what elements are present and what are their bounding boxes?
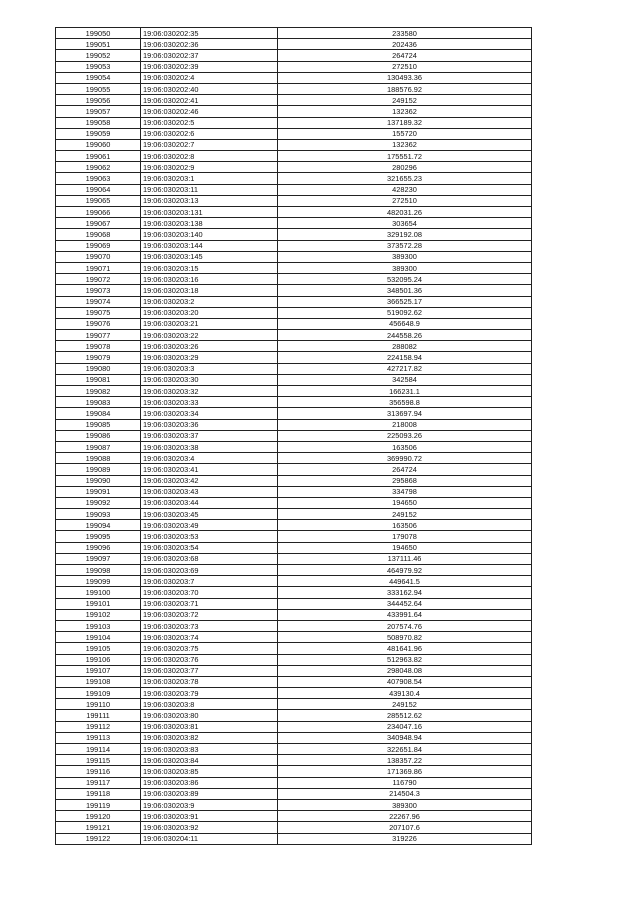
row-number-cell: 199096 <box>56 542 141 553</box>
cadastral-number-cell: 19:06:030203:42 <box>141 475 278 486</box>
row-number-cell: 199080 <box>56 363 141 374</box>
value-cell: 249152 <box>278 699 532 710</box>
cadastral-number-cell: 19:06:030203:69 <box>141 565 278 576</box>
cadastral-number-cell: 19:06:030202:35 <box>141 28 278 39</box>
table-row <box>56 318 532 329</box>
row-number-cell: 199064 <box>56 184 141 195</box>
table-row <box>56 218 532 229</box>
table-row <box>56 28 532 39</box>
value-cell: 188576.92 <box>278 83 532 94</box>
table-row <box>56 632 532 643</box>
row-number-cell: 199081 <box>56 374 141 385</box>
row-number-cell: 199051 <box>56 39 141 50</box>
table-row <box>56 565 532 576</box>
row-number-cell: 199087 <box>56 441 141 452</box>
row-number-cell: 199094 <box>56 520 141 531</box>
table-row <box>56 139 532 150</box>
table-row <box>56 822 532 833</box>
cadastral-number-cell: 19:06:030203:89 <box>141 788 278 799</box>
value-cell: 264724 <box>278 464 532 475</box>
value-cell: 344452.64 <box>278 598 532 609</box>
value-cell: 427217.82 <box>278 363 532 374</box>
cadastral-number-cell: 19:06:030203:16 <box>141 274 278 285</box>
cadastral-number-cell: 19:06:030203:86 <box>141 777 278 788</box>
cadastral-number-cell: 19:06:030203:26 <box>141 341 278 352</box>
row-number-cell: 199060 <box>56 139 141 150</box>
value-cell: 272510 <box>278 61 532 72</box>
cadastral-number-cell: 19:06:030203:38 <box>141 441 278 452</box>
value-cell: 233580 <box>278 28 532 39</box>
row-number-cell: 199108 <box>56 676 141 687</box>
table-row <box>56 766 532 777</box>
value-cell: 163506 <box>278 441 532 452</box>
value-cell: 288082 <box>278 341 532 352</box>
value-cell: 171369.86 <box>278 766 532 777</box>
table-row <box>56 699 532 710</box>
cadastral-number-cell: 19:06:030202:46 <box>141 106 278 117</box>
value-cell: 334798 <box>278 486 532 497</box>
value-cell: 249152 <box>278 509 532 520</box>
value-cell: 179078 <box>278 531 532 542</box>
value-cell: 456648.9 <box>278 318 532 329</box>
cadastral-number-cell: 19:06:030203:8 <box>141 699 278 710</box>
cadastral-number-cell: 19:06:030203:34 <box>141 408 278 419</box>
table-row <box>56 50 532 61</box>
cadastral-number-cell: 19:06:030203:82 <box>141 732 278 743</box>
table-row <box>56 744 532 755</box>
table-row <box>56 833 532 844</box>
cadastral-number-cell: 19:06:030203:21 <box>141 318 278 329</box>
row-number-cell: 199082 <box>56 386 141 397</box>
table-row <box>56 72 532 83</box>
row-number-cell: 199068 <box>56 229 141 240</box>
cadastral-number-cell: 19:06:030203:15 <box>141 262 278 273</box>
value-cell: 130493.36 <box>278 72 532 83</box>
table-row <box>56 811 532 822</box>
row-number-cell: 199116 <box>56 766 141 777</box>
row-number-cell: 199072 <box>56 274 141 285</box>
cadastral-number-cell: 19:06:030202:36 <box>141 39 278 50</box>
row-number-cell: 199091 <box>56 486 141 497</box>
row-number-cell: 199065 <box>56 195 141 206</box>
cadastral-number-cell: 19:06:030203:3 <box>141 363 278 374</box>
row-number-cell: 199077 <box>56 330 141 341</box>
row-number-cell: 199113 <box>56 732 141 743</box>
row-number-cell: 199063 <box>56 173 141 184</box>
cadastral-number-cell: 19:06:030203:32 <box>141 386 278 397</box>
cadastral-number-cell: 19:06:030204:11 <box>141 833 278 844</box>
cadastral-number-cell: 19:06:030203:53 <box>141 531 278 542</box>
value-cell: 132362 <box>278 106 532 117</box>
row-number-cell: 199120 <box>56 811 141 822</box>
row-number-cell: 199066 <box>56 207 141 218</box>
value-cell: 389300 <box>278 262 532 273</box>
cadastral-number-cell: 19:06:030203:73 <box>141 620 278 631</box>
table-row <box>56 162 532 173</box>
value-cell: 285512.62 <box>278 710 532 721</box>
table-row <box>56 509 532 520</box>
table-row <box>56 486 532 497</box>
cadastral-number-cell: 19:06:030203:29 <box>141 352 278 363</box>
table-row <box>56 240 532 251</box>
row-number-cell: 199089 <box>56 464 141 475</box>
cadastral-number-cell: 19:06:030203:1 <box>141 173 278 184</box>
value-cell: 366525.17 <box>278 296 532 307</box>
value-cell: 313697.94 <box>278 408 532 419</box>
value-cell: 464979.92 <box>278 565 532 576</box>
row-number-cell: 199093 <box>56 509 141 520</box>
cadastral-number-cell: 19:06:030203:138 <box>141 218 278 229</box>
table-row <box>56 307 532 318</box>
value-cell: 389300 <box>278 251 532 262</box>
cadastral-number-cell: 19:06:030203:70 <box>141 587 278 598</box>
data-table <box>55 27 532 845</box>
table-row <box>56 799 532 810</box>
row-number-cell: 199107 <box>56 665 141 676</box>
table-row <box>56 173 532 184</box>
table-row <box>56 330 532 341</box>
cadastral-number-cell: 19:06:030203:72 <box>141 609 278 620</box>
row-number-cell: 199118 <box>56 788 141 799</box>
cadastral-number-cell: 19:06:030203:77 <box>141 665 278 676</box>
row-number-cell: 199115 <box>56 755 141 766</box>
table-row <box>56 475 532 486</box>
row-number-cell: 199122 <box>56 833 141 844</box>
table-row <box>56 285 532 296</box>
row-number-cell: 199103 <box>56 620 141 631</box>
value-cell: 348501.36 <box>278 285 532 296</box>
table-row <box>56 374 532 385</box>
row-number-cell: 199105 <box>56 643 141 654</box>
row-number-cell: 199104 <box>56 632 141 643</box>
cadastral-number-cell: 19:06:030203:4 <box>141 453 278 464</box>
cadastral-number-cell: 19:06:030203:80 <box>141 710 278 721</box>
row-number-cell: 199102 <box>56 609 141 620</box>
row-number-cell: 199056 <box>56 95 141 106</box>
table-row <box>56 676 532 687</box>
cadastral-number-cell: 19:06:030203:74 <box>141 632 278 643</box>
cadastral-number-cell: 19:06:030203:43 <box>141 486 278 497</box>
row-number-cell: 199097 <box>56 553 141 564</box>
value-cell: 272510 <box>278 195 532 206</box>
cadastral-number-cell: 19:06:030203:33 <box>141 397 278 408</box>
value-cell: 369990.72 <box>278 453 532 464</box>
value-cell: 163506 <box>278 520 532 531</box>
table-row <box>56 542 532 553</box>
value-cell: 194650 <box>278 497 532 508</box>
value-cell: 166231.1 <box>278 386 532 397</box>
value-cell: 202436 <box>278 39 532 50</box>
cadastral-number-cell: 19:06:030203:140 <box>141 229 278 240</box>
cadastral-number-cell: 19:06:030203:41 <box>141 464 278 475</box>
row-number-cell: 199095 <box>56 531 141 542</box>
row-number-cell: 199050 <box>56 28 141 39</box>
table-row <box>56 39 532 50</box>
cadastral-number-cell: 19:06:030202:5 <box>141 117 278 128</box>
cadastral-number-cell: 19:06:030203:37 <box>141 430 278 441</box>
cadastral-number-cell: 19:06:030203:30 <box>141 374 278 385</box>
row-number-cell: 199071 <box>56 262 141 273</box>
cadastral-number-cell: 19:06:030203:85 <box>141 766 278 777</box>
value-cell: 175551.72 <box>278 151 532 162</box>
row-number-cell: 199084 <box>56 408 141 419</box>
value-cell: 439130.4 <box>278 688 532 699</box>
row-number-cell: 199055 <box>56 83 141 94</box>
value-cell: 207107.6 <box>278 822 532 833</box>
row-number-cell: 199111 <box>56 710 141 721</box>
table-row <box>56 274 532 285</box>
cadastral-number-cell: 19:06:030202:6 <box>141 128 278 139</box>
table-row <box>56 296 532 307</box>
table-row <box>56 262 532 273</box>
table-row <box>56 587 532 598</box>
table-body <box>56 28 532 845</box>
table-row <box>56 441 532 452</box>
row-number-cell: 199106 <box>56 654 141 665</box>
cadastral-number-cell: 19:06:030202:37 <box>141 50 278 61</box>
table-row <box>56 688 532 699</box>
cadastral-number-cell: 19:06:030203:54 <box>141 542 278 553</box>
table-row <box>56 363 532 374</box>
cadastral-number-cell: 19:06:030203:92 <box>141 822 278 833</box>
value-cell: 449641.5 <box>278 576 532 587</box>
row-number-cell: 199052 <box>56 50 141 61</box>
value-cell: 207574.76 <box>278 620 532 631</box>
row-number-cell: 199117 <box>56 777 141 788</box>
table-row <box>56 710 532 721</box>
row-number-cell: 199075 <box>56 307 141 318</box>
value-cell: 244558.26 <box>278 330 532 341</box>
row-number-cell: 199069 <box>56 240 141 251</box>
value-cell: 333162.94 <box>278 587 532 598</box>
cadastral-number-cell: 19:06:030203:44 <box>141 497 278 508</box>
cadastral-number-cell: 19:06:030202:41 <box>141 95 278 106</box>
value-cell: 264724 <box>278 50 532 61</box>
value-cell: 322651.84 <box>278 744 532 755</box>
cadastral-number-cell: 19:06:030203:13 <box>141 195 278 206</box>
value-cell: 298048.08 <box>278 665 532 676</box>
row-number-cell: 199098 <box>56 565 141 576</box>
table-row <box>56 553 532 564</box>
value-cell: 155720 <box>278 128 532 139</box>
table-row <box>56 184 532 195</box>
row-number-cell: 199088 <box>56 453 141 464</box>
table-row <box>56 352 532 363</box>
row-number-cell: 199053 <box>56 61 141 72</box>
cadastral-number-cell: 19:06:030203:83 <box>141 744 278 755</box>
row-number-cell: 199101 <box>56 598 141 609</box>
cadastral-number-cell: 19:06:030203:145 <box>141 251 278 262</box>
row-number-cell: 199062 <box>56 162 141 173</box>
value-cell: 389300 <box>278 799 532 810</box>
value-cell: 137189.32 <box>278 117 532 128</box>
cadastral-number-cell: 19:06:030203:144 <box>141 240 278 251</box>
row-number-cell: 199083 <box>56 397 141 408</box>
row-number-cell: 199073 <box>56 285 141 296</box>
cadastral-number-cell: 19:06:030203:22 <box>141 330 278 341</box>
cadastral-number-cell: 19:06:030203:78 <box>141 676 278 687</box>
value-cell: 214504.3 <box>278 788 532 799</box>
value-cell: 508970.82 <box>278 632 532 643</box>
cadastral-number-cell: 19:06:030202:39 <box>141 61 278 72</box>
value-cell: 329192.08 <box>278 229 532 240</box>
cadastral-number-cell: 19:06:030203:7 <box>141 576 278 587</box>
cadastral-number-cell: 19:06:030202:8 <box>141 151 278 162</box>
cadastral-number-cell: 19:06:030203:76 <box>141 654 278 665</box>
cadastral-number-cell: 19:06:030202:40 <box>141 83 278 94</box>
row-number-cell: 199079 <box>56 352 141 363</box>
cadastral-number-cell: 19:06:030203:9 <box>141 799 278 810</box>
table-row <box>56 777 532 788</box>
cadastral-number-cell: 19:06:030203:2 <box>141 296 278 307</box>
value-cell: 194650 <box>278 542 532 553</box>
row-number-cell: 199090 <box>56 475 141 486</box>
value-cell: 407908.54 <box>278 676 532 687</box>
value-cell: 137111.46 <box>278 553 532 564</box>
cadastral-number-cell: 19:06:030202:4 <box>141 72 278 83</box>
table-row <box>56 531 532 542</box>
value-cell: 340948.94 <box>278 732 532 743</box>
value-cell: 532095.24 <box>278 274 532 285</box>
table-row <box>56 520 532 531</box>
cadastral-number-cell: 19:06:030203:49 <box>141 520 278 531</box>
row-number-cell: 199067 <box>56 218 141 229</box>
table-row <box>56 117 532 128</box>
table-row <box>56 95 532 106</box>
row-number-cell: 199092 <box>56 497 141 508</box>
table-row <box>56 83 532 94</box>
row-number-cell: 199086 <box>56 430 141 441</box>
value-cell: 132362 <box>278 139 532 150</box>
value-cell: 116790 <box>278 777 532 788</box>
value-cell: 342584 <box>278 374 532 385</box>
cadastral-number-cell: 19:06:030203:131 <box>141 207 278 218</box>
row-number-cell: 199085 <box>56 419 141 430</box>
row-number-cell: 199114 <box>56 744 141 755</box>
value-cell: 519092.62 <box>278 307 532 318</box>
cadastral-number-cell: 19:06:030203:71 <box>141 598 278 609</box>
table-row <box>56 643 532 654</box>
value-cell: 482031.26 <box>278 207 532 218</box>
cadastral-number-cell: 19:06:030203:68 <box>141 553 278 564</box>
row-number-cell: 199070 <box>56 251 141 262</box>
table-row <box>56 598 532 609</box>
table-row <box>56 620 532 631</box>
table-row <box>56 207 532 218</box>
value-cell: 373572.28 <box>278 240 532 251</box>
table-row <box>56 195 532 206</box>
cadastral-number-cell: 19:06:030203:36 <box>141 419 278 430</box>
table-row <box>56 609 532 620</box>
value-cell: 319226 <box>278 833 532 844</box>
table-row <box>56 408 532 419</box>
table-row <box>56 128 532 139</box>
table-row <box>56 151 532 162</box>
table-row <box>56 386 532 397</box>
value-cell: 303654 <box>278 218 532 229</box>
cadastral-number-cell: 19:06:030203:18 <box>141 285 278 296</box>
value-cell: 234047.16 <box>278 721 532 732</box>
table-row <box>56 732 532 743</box>
row-number-cell: 199119 <box>56 799 141 810</box>
value-cell: 225093.26 <box>278 430 532 441</box>
cadastral-number-cell: 19:06:030203:79 <box>141 688 278 699</box>
cadastral-number-cell: 19:06:030202:9 <box>141 162 278 173</box>
table-row <box>56 229 532 240</box>
cadastral-number-cell: 19:06:030203:11 <box>141 184 278 195</box>
table-row <box>56 453 532 464</box>
cadastral-number-cell: 19:06:030202:7 <box>141 139 278 150</box>
table-row <box>56 721 532 732</box>
value-cell: 22267.96 <box>278 811 532 822</box>
value-cell: 433991.64 <box>278 609 532 620</box>
table-row <box>56 788 532 799</box>
table-row <box>56 341 532 352</box>
table-row <box>56 497 532 508</box>
value-cell: 481641.96 <box>278 643 532 654</box>
row-number-cell: 199099 <box>56 576 141 587</box>
row-number-cell: 199121 <box>56 822 141 833</box>
value-cell: 356598.8 <box>278 397 532 408</box>
cadastral-number-cell: 19:06:030203:84 <box>141 755 278 766</box>
value-cell: 428230 <box>278 184 532 195</box>
value-cell: 512963.82 <box>278 654 532 665</box>
row-number-cell: 199054 <box>56 72 141 83</box>
value-cell: 280296 <box>278 162 532 173</box>
row-number-cell: 199112 <box>56 721 141 732</box>
table-row <box>56 430 532 441</box>
row-number-cell: 199110 <box>56 699 141 710</box>
value-cell: 321655.23 <box>278 173 532 184</box>
table-row <box>56 665 532 676</box>
table-row <box>56 654 532 665</box>
row-number-cell: 199059 <box>56 128 141 139</box>
table-row <box>56 106 532 117</box>
cadastral-number-cell: 19:06:030203:91 <box>141 811 278 822</box>
table-row <box>56 397 532 408</box>
cadastral-number-cell: 19:06:030203:75 <box>141 643 278 654</box>
table-row <box>56 61 532 72</box>
table-row <box>56 464 532 475</box>
row-number-cell: 199061 <box>56 151 141 162</box>
table-row <box>56 419 532 430</box>
table-row <box>56 251 532 262</box>
value-cell: 218008 <box>278 419 532 430</box>
row-number-cell: 199074 <box>56 296 141 307</box>
row-number-cell: 199100 <box>56 587 141 598</box>
table-row <box>56 576 532 587</box>
row-number-cell: 199109 <box>56 688 141 699</box>
cadastral-number-cell: 19:06:030203:20 <box>141 307 278 318</box>
cadastral-number-cell: 19:06:030203:45 <box>141 509 278 520</box>
row-number-cell: 199076 <box>56 318 141 329</box>
table-row <box>56 755 532 766</box>
row-number-cell: 199078 <box>56 341 141 352</box>
value-cell: 295868 <box>278 475 532 486</box>
value-cell: 224158.94 <box>278 352 532 363</box>
value-cell: 249152 <box>278 95 532 106</box>
row-number-cell: 199057 <box>56 106 141 117</box>
value-cell: 138357.22 <box>278 755 532 766</box>
row-number-cell: 199058 <box>56 117 141 128</box>
cadastral-number-cell: 19:06:030203:81 <box>141 721 278 732</box>
